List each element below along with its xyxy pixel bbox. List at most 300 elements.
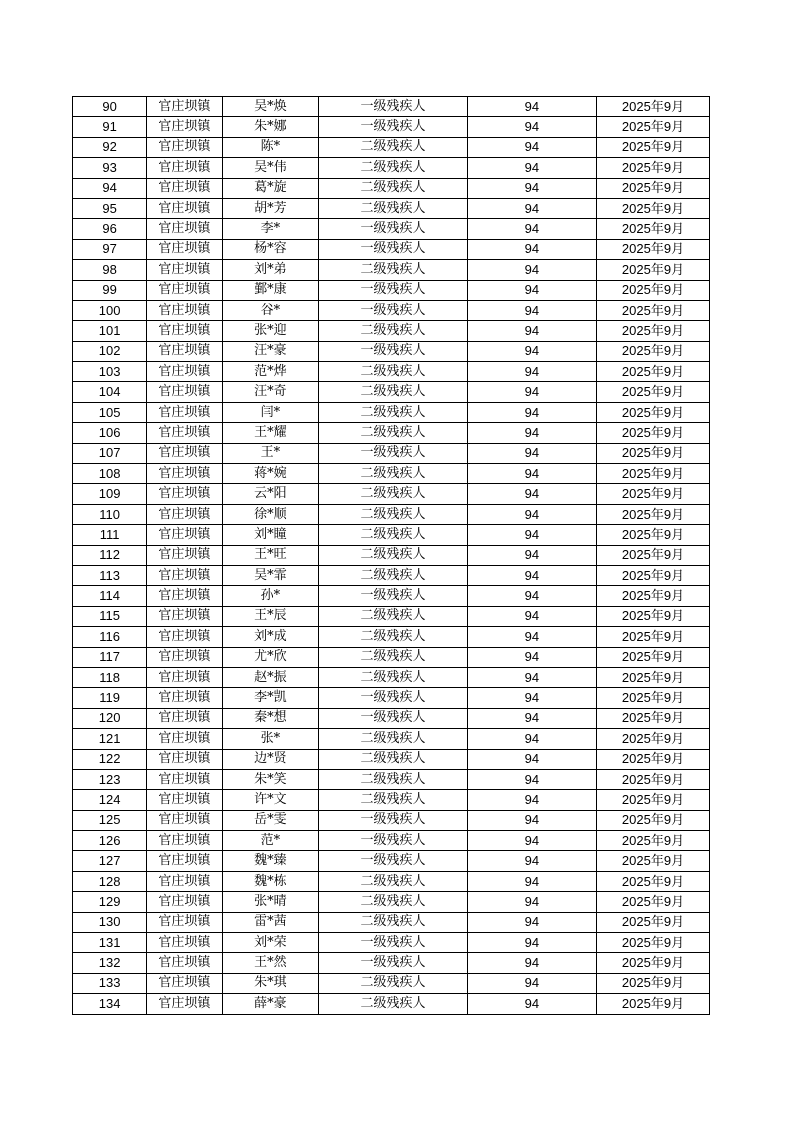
- cell-person-name: 刘*荣: [222, 933, 319, 953]
- cell-month: 2025年9月: [597, 586, 710, 606]
- cell-serial-number: 94: [73, 178, 147, 198]
- cell-person-name: 吴*焕: [222, 97, 319, 117]
- cell-town: 官庄坝镇: [147, 994, 222, 1014]
- table-row: [73, 137, 710, 157]
- cell-person-name: 闫*: [222, 402, 319, 422]
- cell-town: 官庄坝镇: [147, 219, 222, 239]
- cell-amount: 94: [467, 871, 596, 891]
- cell-person-name: 朱*娜: [222, 117, 319, 137]
- cell-serial-number: 105: [73, 402, 147, 422]
- cell-disability-level: 二级残疾人: [319, 749, 468, 769]
- cell-person-name: 孙*: [222, 586, 319, 606]
- cell-amount: 94: [467, 851, 596, 871]
- cell-month: 2025年9月: [597, 239, 710, 259]
- cell-town: 官庄坝镇: [147, 341, 222, 361]
- cell-amount: 94: [467, 198, 596, 218]
- cell-disability-level: 二级残疾人: [319, 769, 468, 789]
- cell-amount: 94: [467, 280, 596, 300]
- table-row: [73, 708, 710, 728]
- cell-serial-number: 133: [73, 973, 147, 993]
- cell-person-name: 赵*振: [222, 667, 319, 687]
- cell-disability-level: 二级残疾人: [319, 321, 468, 341]
- cell-disability-level: 二级残疾人: [319, 545, 468, 565]
- cell-person-name: 魏*臻: [222, 851, 319, 871]
- table-row: [73, 953, 710, 973]
- cell-person-name: 谷*: [222, 300, 319, 320]
- cell-person-name: 张*迎: [222, 321, 319, 341]
- cell-month: 2025年9月: [597, 219, 710, 239]
- table-row: [73, 871, 710, 891]
- cell-person-name: 魏*栋: [222, 871, 319, 891]
- cell-amount: 94: [467, 341, 596, 361]
- cell-person-name: 范*烨: [222, 362, 319, 382]
- cell-month: 2025年9月: [597, 729, 710, 749]
- cell-town: 官庄坝镇: [147, 667, 222, 687]
- cell-amount: 94: [467, 973, 596, 993]
- cell-month: 2025年9月: [597, 280, 710, 300]
- cell-amount: 94: [467, 219, 596, 239]
- cell-town: 官庄坝镇: [147, 871, 222, 891]
- table-row: [73, 994, 710, 1014]
- cell-month: 2025年9月: [597, 423, 710, 443]
- cell-person-name: 秦*想: [222, 708, 319, 728]
- cell-disability-level: 二级残疾人: [319, 790, 468, 810]
- cell-serial-number: 118: [73, 667, 147, 687]
- cell-amount: 94: [467, 831, 596, 851]
- cell-serial-number: 97: [73, 239, 147, 259]
- cell-amount: 94: [467, 402, 596, 422]
- cell-town: 官庄坝镇: [147, 239, 222, 259]
- cell-town: 官庄坝镇: [147, 178, 222, 198]
- cell-month: 2025年9月: [597, 97, 710, 117]
- cell-month: 2025年9月: [597, 749, 710, 769]
- cell-amount: 94: [467, 158, 596, 178]
- cell-town: 官庄坝镇: [147, 749, 222, 769]
- cell-person-name: 汪*豪: [222, 341, 319, 361]
- table-row: [73, 545, 710, 565]
- cell-month: 2025年9月: [597, 443, 710, 463]
- cell-month: 2025年9月: [597, 137, 710, 157]
- cell-month: 2025年9月: [597, 831, 710, 851]
- cell-serial-number: 126: [73, 831, 147, 851]
- cell-person-name: 王*辰: [222, 606, 319, 626]
- cell-amount: 94: [467, 260, 596, 280]
- cell-serial-number: 106: [73, 423, 147, 443]
- cell-disability-level: 二级残疾人: [319, 606, 468, 626]
- table-row: [73, 117, 710, 137]
- table-row: [73, 321, 710, 341]
- cell-person-name: 葛*旋: [222, 178, 319, 198]
- cell-person-name: 张*: [222, 729, 319, 749]
- cell-person-name: 云*阳: [222, 484, 319, 504]
- cell-amount: 94: [467, 810, 596, 830]
- cell-disability-level: 一级残疾人: [319, 953, 468, 973]
- cell-amount: 94: [467, 464, 596, 484]
- cell-disability-level: 二级残疾人: [319, 892, 468, 912]
- cell-disability-level: 二级残疾人: [319, 382, 468, 402]
- cell-amount: 94: [467, 545, 596, 565]
- cell-amount: 94: [467, 708, 596, 728]
- table-row: [73, 525, 710, 545]
- cell-amount: 94: [467, 504, 596, 524]
- cell-month: 2025年9月: [597, 545, 710, 565]
- table-row: [73, 565, 710, 585]
- cell-serial-number: 102: [73, 341, 147, 361]
- cell-person-name: 鄞*康: [222, 280, 319, 300]
- cell-serial-number: 101: [73, 321, 147, 341]
- cell-disability-level: 一级残疾人: [319, 219, 468, 239]
- cell-month: 2025年9月: [597, 260, 710, 280]
- cell-amount: 94: [467, 178, 596, 198]
- cell-amount: 94: [467, 362, 596, 382]
- cell-disability-level: 二级残疾人: [319, 647, 468, 667]
- cell-disability-level: 一级残疾人: [319, 97, 468, 117]
- cell-month: 2025年9月: [597, 912, 710, 932]
- cell-disability-level: 二级残疾人: [319, 565, 468, 585]
- table-row: [73, 382, 710, 402]
- table-row: [73, 219, 710, 239]
- cell-serial-number: 112: [73, 545, 147, 565]
- cell-serial-number: 103: [73, 362, 147, 382]
- cell-serial-number: 130: [73, 912, 147, 932]
- cell-town: 官庄坝镇: [147, 260, 222, 280]
- cell-person-name: 胡*芳: [222, 198, 319, 218]
- cell-serial-number: 107: [73, 443, 147, 463]
- table-row: [73, 973, 710, 993]
- cell-town: 官庄坝镇: [147, 912, 222, 932]
- cell-serial-number: 91: [73, 117, 147, 137]
- cell-month: 2025年9月: [597, 484, 710, 504]
- cell-disability-level: 二级残疾人: [319, 973, 468, 993]
- cell-amount: 94: [467, 565, 596, 585]
- cell-amount: 94: [467, 525, 596, 545]
- cell-serial-number: 93: [73, 158, 147, 178]
- cell-serial-number: 100: [73, 300, 147, 320]
- cell-month: 2025年9月: [597, 953, 710, 973]
- cell-disability-level: 二级残疾人: [319, 137, 468, 157]
- table-row: [73, 729, 710, 749]
- cell-serial-number: 108: [73, 464, 147, 484]
- cell-person-name: 王*然: [222, 953, 319, 973]
- table-row: [73, 443, 710, 463]
- cell-town: 官庄坝镇: [147, 565, 222, 585]
- cell-town: 官庄坝镇: [147, 708, 222, 728]
- cell-amount: 94: [467, 443, 596, 463]
- cell-amount: 94: [467, 892, 596, 912]
- cell-serial-number: 128: [73, 871, 147, 891]
- cell-amount: 94: [467, 790, 596, 810]
- cell-month: 2025年9月: [597, 321, 710, 341]
- cell-disability-level: 二级残疾人: [319, 260, 468, 280]
- cell-person-name: 王*旺: [222, 545, 319, 565]
- cell-amount: 94: [467, 912, 596, 932]
- cell-serial-number: 121: [73, 729, 147, 749]
- cell-month: 2025年9月: [597, 464, 710, 484]
- cell-month: 2025年9月: [597, 382, 710, 402]
- cell-town: 官庄坝镇: [147, 300, 222, 320]
- cell-serial-number: 114: [73, 586, 147, 606]
- cell-town: 官庄坝镇: [147, 117, 222, 137]
- cell-serial-number: 92: [73, 137, 147, 157]
- cell-month: 2025年9月: [597, 565, 710, 585]
- cell-serial-number: 134: [73, 994, 147, 1014]
- cell-person-name: 李*: [222, 219, 319, 239]
- cell-amount: 94: [467, 627, 596, 647]
- cell-person-name: 李*凯: [222, 688, 319, 708]
- cell-month: 2025年9月: [597, 871, 710, 891]
- table-row: [73, 300, 710, 320]
- cell-town: 官庄坝镇: [147, 525, 222, 545]
- cell-person-name: 尤*欣: [222, 647, 319, 667]
- table-row: [73, 667, 710, 687]
- cell-person-name: 刘*成: [222, 627, 319, 647]
- cell-person-name: 蒋*婉: [222, 464, 319, 484]
- cell-town: 官庄坝镇: [147, 423, 222, 443]
- cell-town: 官庄坝镇: [147, 362, 222, 382]
- table-row: [73, 769, 710, 789]
- cell-town: 官庄坝镇: [147, 810, 222, 830]
- cell-amount: 94: [467, 484, 596, 504]
- cell-person-name: 刘*弟: [222, 260, 319, 280]
- cell-serial-number: 111: [73, 525, 147, 545]
- cell-serial-number: 125: [73, 810, 147, 830]
- cell-town: 官庄坝镇: [147, 647, 222, 667]
- cell-month: 2025年9月: [597, 504, 710, 524]
- cell-disability-level: 二级残疾人: [319, 362, 468, 382]
- table-row: [73, 198, 710, 218]
- cell-town: 官庄坝镇: [147, 729, 222, 749]
- cell-amount: 94: [467, 117, 596, 137]
- table-row: [73, 341, 710, 361]
- cell-serial-number: 116: [73, 627, 147, 647]
- cell-disability-level: 二级残疾人: [319, 627, 468, 647]
- cell-amount: 94: [467, 606, 596, 626]
- table-row: [73, 362, 710, 382]
- cell-serial-number: 120: [73, 708, 147, 728]
- cell-month: 2025年9月: [597, 341, 710, 361]
- cell-town: 官庄坝镇: [147, 198, 222, 218]
- cell-town: 官庄坝镇: [147, 137, 222, 157]
- cell-town: 官庄坝镇: [147, 627, 222, 647]
- cell-amount: 94: [467, 239, 596, 259]
- cell-town: 官庄坝镇: [147, 321, 222, 341]
- cell-amount: 94: [467, 647, 596, 667]
- cell-disability-level: 一级残疾人: [319, 851, 468, 871]
- cell-town: 官庄坝镇: [147, 402, 222, 422]
- cell-disability-level: 一级残疾人: [319, 688, 468, 708]
- table-row: [73, 912, 710, 932]
- table-row: [73, 851, 710, 871]
- cell-town: 官庄坝镇: [147, 158, 222, 178]
- cell-disability-level: 二级残疾人: [319, 484, 468, 504]
- cell-serial-number: 98: [73, 260, 147, 280]
- cell-person-name: 边*贤: [222, 749, 319, 769]
- cell-serial-number: 123: [73, 769, 147, 789]
- cell-month: 2025年9月: [597, 688, 710, 708]
- cell-town: 官庄坝镇: [147, 769, 222, 789]
- cell-serial-number: 117: [73, 647, 147, 667]
- cell-disability-level: 二级残疾人: [319, 667, 468, 687]
- cell-month: 2025年9月: [597, 933, 710, 953]
- table-row: [73, 749, 710, 769]
- cell-person-name: 王*: [222, 443, 319, 463]
- cell-serial-number: 96: [73, 219, 147, 239]
- table-row: [73, 97, 710, 117]
- cell-town: 官庄坝镇: [147, 851, 222, 871]
- cell-disability-level: 二级残疾人: [319, 525, 468, 545]
- cell-serial-number: 99: [73, 280, 147, 300]
- cell-month: 2025年9月: [597, 708, 710, 728]
- table-row: [73, 239, 710, 259]
- cell-town: 官庄坝镇: [147, 953, 222, 973]
- table-row: [73, 504, 710, 524]
- table-row: [73, 790, 710, 810]
- cell-amount: 94: [467, 321, 596, 341]
- cell-town: 官庄坝镇: [147, 606, 222, 626]
- table-row: [73, 260, 710, 280]
- cell-person-name: 汪*奇: [222, 382, 319, 402]
- cell-town: 官庄坝镇: [147, 464, 222, 484]
- cell-person-name: 徐*顺: [222, 504, 319, 524]
- cell-month: 2025年9月: [597, 198, 710, 218]
- table-row: [73, 831, 710, 851]
- cell-serial-number: 95: [73, 198, 147, 218]
- cell-month: 2025年9月: [597, 300, 710, 320]
- cell-month: 2025年9月: [597, 810, 710, 830]
- cell-town: 官庄坝镇: [147, 688, 222, 708]
- table-row: [73, 464, 710, 484]
- cell-town: 官庄坝镇: [147, 545, 222, 565]
- cell-month: 2025年9月: [597, 667, 710, 687]
- table-row: [73, 933, 710, 953]
- cell-disability-level: 一级残疾人: [319, 117, 468, 137]
- cell-disability-level: 一级残疾人: [319, 586, 468, 606]
- cell-disability-level: 二级残疾人: [319, 402, 468, 422]
- cell-serial-number: 113: [73, 565, 147, 585]
- cell-person-name: 吴*伟: [222, 158, 319, 178]
- cell-town: 官庄坝镇: [147, 484, 222, 504]
- cell-disability-level: 二级残疾人: [319, 464, 468, 484]
- cell-month: 2025年9月: [597, 769, 710, 789]
- cell-person-name: 许*文: [222, 790, 319, 810]
- cell-amount: 94: [467, 137, 596, 157]
- cell-month: 2025年9月: [597, 606, 710, 626]
- cell-person-name: 朱*笑: [222, 769, 319, 789]
- table-row: [73, 484, 710, 504]
- cell-person-name: 朱*琪: [222, 973, 319, 993]
- cell-disability-level: 二级残疾人: [319, 871, 468, 891]
- cell-serial-number: 119: [73, 688, 147, 708]
- cell-disability-level: 二级残疾人: [319, 198, 468, 218]
- cell-amount: 94: [467, 382, 596, 402]
- cell-disability-level: 二级残疾人: [319, 994, 468, 1014]
- cell-month: 2025年9月: [597, 178, 710, 198]
- table-row: [73, 688, 710, 708]
- cell-town: 官庄坝镇: [147, 831, 222, 851]
- cell-person-name: 陈*: [222, 137, 319, 157]
- cell-serial-number: 129: [73, 892, 147, 912]
- table-row: [73, 606, 710, 626]
- cell-disability-level: 二级残疾人: [319, 423, 468, 443]
- cell-town: 官庄坝镇: [147, 443, 222, 463]
- cell-amount: 94: [467, 667, 596, 687]
- cell-serial-number: 110: [73, 504, 147, 524]
- cell-disability-level: 二级残疾人: [319, 158, 468, 178]
- cell-serial-number: 124: [73, 790, 147, 810]
- table-row: [73, 586, 710, 606]
- cell-person-name: 薛*豪: [222, 994, 319, 1014]
- cell-disability-level: 一级残疾人: [319, 810, 468, 830]
- cell-month: 2025年9月: [597, 362, 710, 382]
- cell-town: 官庄坝镇: [147, 586, 222, 606]
- cell-serial-number: 131: [73, 933, 147, 953]
- cell-person-name: 杨*容: [222, 239, 319, 259]
- cell-town: 官庄坝镇: [147, 933, 222, 953]
- cell-serial-number: 122: [73, 749, 147, 769]
- cell-disability-level: 一级残疾人: [319, 708, 468, 728]
- cell-month: 2025年9月: [597, 525, 710, 545]
- cell-amount: 94: [467, 729, 596, 749]
- cell-serial-number: 90: [73, 97, 147, 117]
- cell-person-name: 刘*瞳: [222, 525, 319, 545]
- cell-person-name: 雷*茜: [222, 912, 319, 932]
- cell-person-name: 范*: [222, 831, 319, 851]
- table-row: [73, 810, 710, 830]
- table-row: [73, 178, 710, 198]
- cell-amount: 94: [467, 933, 596, 953]
- cell-person-name: 张*晴: [222, 892, 319, 912]
- cell-serial-number: 104: [73, 382, 147, 402]
- cell-disability-level: 一级残疾人: [319, 300, 468, 320]
- cell-month: 2025年9月: [597, 973, 710, 993]
- subsidy-table: [72, 96, 710, 1015]
- cell-disability-level: 二级残疾人: [319, 504, 468, 524]
- table-row: [73, 892, 710, 912]
- cell-month: 2025年9月: [597, 892, 710, 912]
- cell-month: 2025年9月: [597, 158, 710, 178]
- cell-month: 2025年9月: [597, 117, 710, 137]
- cell-amount: 94: [467, 688, 596, 708]
- cell-disability-level: 一级残疾人: [319, 239, 468, 259]
- cell-amount: 94: [467, 97, 596, 117]
- table-row: [73, 280, 710, 300]
- cell-disability-level: 一级残疾人: [319, 280, 468, 300]
- cell-disability-level: 一级残疾人: [319, 933, 468, 953]
- cell-month: 2025年9月: [597, 402, 710, 422]
- cell-amount: 94: [467, 749, 596, 769]
- cell-disability-level: 二级残疾人: [319, 729, 468, 749]
- table-row: [73, 423, 710, 443]
- table-row: [73, 158, 710, 178]
- cell-amount: 94: [467, 953, 596, 973]
- cell-month: 2025年9月: [597, 647, 710, 667]
- cell-disability-level: 一级残疾人: [319, 443, 468, 463]
- cell-disability-level: 一级残疾人: [319, 341, 468, 361]
- cell-disability-level: 一级残疾人: [319, 831, 468, 851]
- cell-town: 官庄坝镇: [147, 790, 222, 810]
- cell-amount: 94: [467, 300, 596, 320]
- cell-town: 官庄坝镇: [147, 892, 222, 912]
- table-body: [73, 97, 710, 1015]
- cell-person-name: 岳*雯: [222, 810, 319, 830]
- cell-town: 官庄坝镇: [147, 280, 222, 300]
- cell-month: 2025年9月: [597, 627, 710, 647]
- cell-serial-number: 132: [73, 953, 147, 973]
- cell-serial-number: 109: [73, 484, 147, 504]
- table-row: [73, 402, 710, 422]
- cell-serial-number: 127: [73, 851, 147, 871]
- cell-month: 2025年9月: [597, 790, 710, 810]
